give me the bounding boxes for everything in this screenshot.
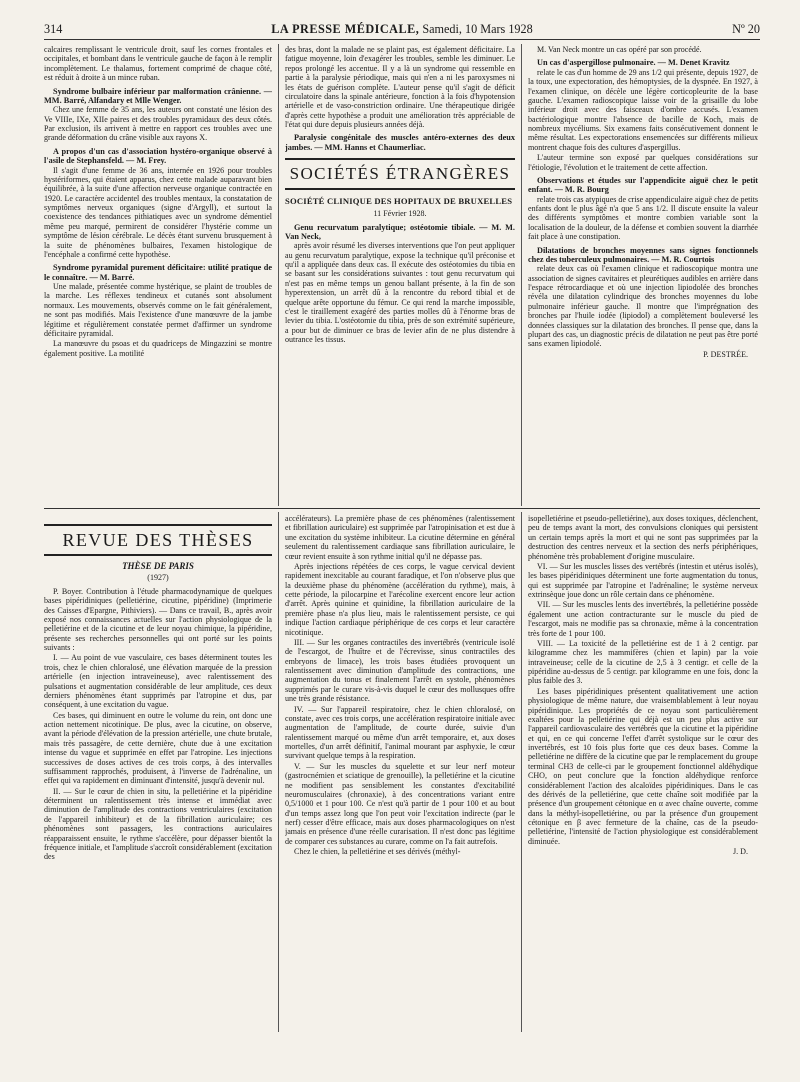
column-3-top: [528, 45, 758, 505]
paragraph: Les bases pipéridiniques présentent qualitativement une action physiologique de même nature, due vraisemblablement à leur noyau pipéridinique. Les propriétés de ce noyau sont particulièrement exaltées pour la pelletiérine qui déjà est un peu plus active sur l'appareil cardiovasculaire des vertébrés que la cicutine et la pipéridine et qui, en ce qui concerne l'effet d'arrêt systolique sur le cœur des invertébrés, est 10 fois plus forte que ces deux bases. Comme la pelletiérine ne diffère de la cicutine que par le remplacement du groupe terminal CH3 de celle-ci par le groupement fonctionnel aldéhydique CHO, on peut conclure que la fonction aldéhydique renforce considérablement l'action des alcaloïdes pipéridiniques. Dans le cas des dérivés de la pelletiérine, que cette chaîne soit modifiée par la présence d'un groupement cétonique en α avec chaîne ouverte, comme dans la méthyl-isopelletiérine, ou par la présence d'un groupement cétonique en β avec fermeture de la chaîne, cas de la pseudo-pelletiérine, l'intensité de l'action physiologique est considérablement diminuée.: [528, 686, 758, 846]
section-heading: Dilatations de bronches moyennes sans signes fonctionnels chez des tuberculeux pulmonaires. — M. R. Courtois: [528, 245, 758, 264]
paragraph: III. — Sur les organes contractiles des invertébrés (ventricule isolé de l'escargot, de l'huître et de l'écrevisse, sinus contractiles des embryons de limace), les trois bases étudiées provoquent un ralentissement avec diminution d'amplitude des contractions, une augmentation du tonus et finalement l'arrêt en systole, phénomènes supprimés par le curare vis-à-vis duquel le cœur des mollusques offre une très grande résistance.: [285, 637, 515, 704]
paragraph: relate deux cas où l'examen clinique et radioscopique montra une association de signes cavitaires et pleurétiques audibles en arrière dans l'espace rétrocardiaque et où une injection lipiodolée des bronches révéla une dilatation cylindrique des bronches moyennes du lobe pulmonaire inférieur gauche. Il montre que l'imprégnation des bronches par l'huile iodée (lipiodol) a complètement bouleversé les données classiques sur la dilatation des bronches. Il pense que, dans la plupart des cas, un diagnostic précis de dilatation ne peut pas être porté sans examen lipiodolé.: [528, 264, 758, 349]
paragraph: Il s'agit d'une femme de 36 ans, internée en 1926 pour troubles hystériformes, qui étaient apparus, chez cette malade auparavant bien équilibrée, à la suite d'une affection nerveuse organique contractée en 1920. Le caractère accidentel des troubles mentaux, la constatation de symptômes nerveux organiques (signe d'Argyll), et surtout la coexistence des tendances pithiatiques avec un syndrome démentiel même peu marqué, permirent de considérer l'hystérie comme un symptôme de lésion cérébrale. Le décès étant survenu brusquement à la suite de phénomènes bulbaires, l'examen histologique de l'encéphale a confirmé cette hypothèse.: [44, 165, 272, 259]
column-1-bottom: [44, 514, 272, 1032]
section-heading: A propos d'un cas d'association hystéro-organique observé à l'asile de Stephansfeld. — M. Frey.: [44, 146, 272, 166]
column-3-bottom: [528, 514, 758, 1032]
author-signature: P. DESTRÉE.: [703, 349, 748, 359]
section-heading: Syndrome bulbaire inférieur par malformation crânienne. — MM. Barré, Alfandary et Mlle Wenger.: [44, 86, 272, 105]
column-divider: [521, 44, 522, 506]
paragraph: I. — Au point de vue vasculaire, ces bases déterminent toutes les trois, chez le chien chloralosé, une élévation marquée de la pression artérielle (en injection intraveineuse), avec ralentissement des pulsations et augmentation considérable de leur amplitude, ces deux derniers phénomènes étant supprimés par l'atropine et dus, par conséquent, à une excitation du vague.: [44, 653, 272, 710]
paragraph: après avoir résumé les diverses interventions que l'on peut appliquer au genu recurvatum paralytique, expose la technique qu'il préconise et qu'il a appliquée dans deux cas. Il exécute des ostéotomies du tibia en se basant sur les considérations suivantes : tout genu recurvatum qui n'est pas en même temps un genou ballant présente, à la fin de son hyperextension, un arrêt dû à la rencontre du rebord tibial et de quelque arête opportune du fémur. Ce qui rend la marche impossible, c'est le tiraillement exagéré des parties molles dû à l'énorme bras de levier du tibia. L'ostéotomie du tibia, près de son extrémité supérieure, a pour but de diminuer ce bras de levier afin de ne plus distendre à outrance les tissus.: [285, 241, 515, 344]
subsection-year: (1927): [147, 573, 169, 583]
paragraph: V. — Sur les muscles du squelette et sur leur nerf moteur (gastrocnémien et sciatique de grenouille), la pelletiérine et la cicutine ne modifient pas sensiblement les constantes d'excitabilité neuromusculaires (chronaxie), à des concentrations variant entre 0,5/1000 et 1 pour 100. Ce n'est qu'à partir de 1 pour 100 et au bout d'un temps assez long que l'on peut voir l'excitation indirecte (par le nerf) cesser d'être efficace, mais aux doses pharmacologiques on n'est jamais en présence d'une réelle curarisation. Il n'est donc pas légitime de comparer ces substances au curare, comme on l'a fait autrefois.: [285, 761, 515, 846]
paragraph: VIII. — La toxicité de la pelletiérine est de 1 à 2 centigr. par kilogramme chez les mammifères (chien et lapin) par la voie intraveineuse; celle de la cicutine de 2,5 à 3 centigr. et celle de la pipéridine au-dessus de 5 centigr. par kilogramme en une fois, donc la plus faible des 3.: [528, 638, 758, 686]
journal-name: LA PRESSE MÉDICALE,: [271, 22, 420, 36]
paragraph: relate trois cas atypiques de crise appendiculaire aiguë chez de petits enfants dont le plus âgé n'a que 5 ans 1/2. Il discute ensuite la valeur des différents symptômes et montre combien variable sont la localisation de la douleur, de la défense et combien souvent la diarrhée fait place à une constipation.: [528, 194, 758, 242]
section-heading: Observations et études sur l'appendicite aiguë chez le petit enfant. — M. R. Bourg: [528, 175, 758, 195]
column-1-top: [44, 45, 272, 505]
author-signature: J. D.: [733, 847, 748, 857]
header-rule: [44, 39, 760, 40]
page-number: 314: [44, 22, 63, 36]
paragraph: Ces bases, qui diminuent en outre le volume du rein, ont donc une action nettement nicotinique. De plus, avec la cicutine, on observe, avant la période d'élévation de la pression artérielle, une chute brutale, mais très passagère, de cette dernière, chute due à une excitation intense du vague et supprimée en effet par l'atropine. Les injections successives de doses actives de ces trois corps, à des intervalles suffisamment rapprochés, produisent, à l'inverse de l'adrénaline, un effet qui va rapidement en diminuant d'intensité, jusqu'à devenir nul.: [44, 710, 272, 786]
section-rule: [44, 508, 760, 509]
paragraph: Une malade, présentée comme hystérique, se plaint de troubles de la marche. Les réflexes tendineux et cutanés sont absolument normaux. Les mouvements, observés comme on le fait généralement, ne sont pas modifiés. Mais l'existence d'une manœuvre de la jambe légitime et régulièrement constatée permet d'affirmer un syndrome déficitaire pyramidal.: [44, 282, 272, 338]
paragraph: VI. — Sur les muscles lisses des vertébrés (intestin et utérus isolés), les bases pipéridiniques déterminent une forte augmentation du tonus, qui est supprimée par l'atropine et l'adrénaline; le système nerveux extrinsèque joue donc un rôle certain dans ce phénomène.: [528, 561, 758, 599]
paragraph: Chez une femme de 35 ans, les auteurs ont constaté une lésion des Ve VIIIe, IXe, XIIe paires et des troubles pyramidaux des deux côtés. Par exclusion, ils arrivent à mettre en rapport ces troubles avec une grande déformation du crâne visible aux rayons X.: [44, 105, 272, 143]
paragraph: P. Boyer. Contribution à l'étude pharmacodynamique de quelques bases pipéridiniques (pelletiérine, cicutine, pipéridine) (Imprimerie des Caisses d'Epargne, Pithiviers). — Dans ce travail, B., après avoir exposé nos connaissances actuelles sur l'action physiologique de la pelletiérine et de la cicutine et de leur noyau chimique, la pipéridine, présente ses recherches personnelles qui ont porté sur les points suivants :: [44, 586, 272, 652]
section-heading: Genu recurvatum paralytique; ostéotomie tibiale. — M. M. Van Neck,: [285, 222, 515, 241]
column-divider: [278, 44, 279, 506]
meeting-date: 11 Février 1928.: [373, 209, 427, 219]
paragraph: isopelletiérine et pseudo-pelletiérine), aux doses toxiques, déclenchent, peu de temps avant la mort, des convulsions cloniques qui persistent un certain temps après la mort et qui ne sont pas supprimées par la destruction des centres nerveux et la section des nerfs périphériques, phénomène très probablement d'origine musculaire.: [528, 514, 758, 561]
paragraph: calcaires remplissant le ventricule droit, sauf les cornes frontales et occipitales, et bombant dans le ventricule gauche de façon à le remplir incomplètement. Le thalamus, fortement comprimé de chaque côté, est réduit à droite à un mince ruban.: [44, 45, 272, 83]
subsection-title: THÈSE DE PARIS: [122, 561, 194, 571]
paragraph: L'auteur termine son exposé par quelques considérations sur l'étiologie, l'évolution et le traitement de cette affection.: [528, 153, 758, 172]
section-banner: REVUE DES THÈSES: [44, 524, 272, 556]
paragraph: M. Van Neck montre un cas opéré par son procédé.: [537, 45, 702, 54]
section-heading: Un cas d'aspergillose pulmonaire. — M. Denet Kravitz: [537, 58, 730, 68]
section-heading: Syndrome pyramidal purement déficitaire: utilité pratique de le connaître. — M. Barré.: [44, 263, 272, 282]
issue-number: Nº 20: [732, 22, 760, 36]
column-2-bottom: [285, 514, 515, 1032]
column-divider: [521, 512, 522, 1032]
paragraph: VII. — Sur les muscles lents des invertébrés, la pelletiérine possède également une action contracturante sur le muscle du pied de l'escargot, mais ne modifie pas sa chronaxie, même à la concentration très forte de 1 pour 100.: [528, 600, 758, 638]
journal-title-line: [44, 22, 760, 37]
paragraph: II. — Sur le cœur de chien in situ, la pelletiérine et la pipéridine déterminent un ralentissement très intense et immédiat avec diminution de l'amplitude des contractions ventriculaires (excitation de l'appareil inhibiteur) et de la fibrillation auriculaire; ces phénomènes sont passagers, les contractions auriculaires réapparaissent ensuite, le rythme s'accélère, pour dépasser bientôt la fréquence initiale, et l'amplitude s'accroît considérablement (excitation des: [44, 786, 272, 862]
paragraph: accélérateurs). La première phase de ces phénomènes (ralentissement et fibrillation auriculaire) est supprimée par l'atropinisation et est due à une excitation du système inhibiteur. La cicutine détermine en général seulement du ralentissement cardiaque sans fibrillation auriculaire, le cœur revient ensuite à son rythme initial qu'il ne dépasse pas.: [285, 514, 515, 561]
paragraph: des bras, dont la malade ne se plaint pas, est également déficitaire. La fatigue moyenne, loin d'exagérer les troubles, semble les diminuer. Le repos prolongé les accentue. Il y a là un syndrome qui ressemble en partie à la paralysie périodique, mais qui n'en a ni les paroxysmes ni les états de guérison complète. L'auteur pense qu'il s'agit de déficit circulatoire dans la spinale antérieure, fonction à la fois d'hypotension artérielle et de vaso-constriction ordinaire. Une thérapeutique dirigée d'après cette hypothèse a produit une amélioration très appréciable de l'état qui dure depuis plusieurs années déjà.: [285, 45, 515, 129]
column-divider: [278, 512, 279, 1032]
section-heading: Paralysie congénitale des muscles antéro-externes des deux jambes. — MM. Hanns et Chaumerliac.: [285, 133, 515, 152]
paragraph: La manœuvre du psoas et du quadriceps de Mingazzini se montre également positive. La motilité: [44, 339, 272, 358]
paragraph: relate le cas d'un homme de 29 ans 1/2 qui présente, depuis 1927, de la toux, une expectoration, des hémoptysies, de la dyspnée. En 1927, à l'examen clinique, on décèle une légère corticopleurite de la base gauche. L'examen radioscopique laisse voir de la grisaille du lobe inférieur droit avec des faisceaux d'ombre accusés. L'examen bactériologique montre l'absence de bacille de Koch, mais de nombreux mycéliums. Six examens faits consécutivement donnent le même résultat. Les expectorations ensemencées sur différents milieux montrent chaque fois des cultures d'aspergillus.: [528, 67, 758, 152]
page-header: [44, 22, 760, 36]
society-title: SOCIÉTÉ CLINIQUE DES HOPITAUX DE BRUXELLES: [285, 196, 513, 207]
paragraph: IV. — Sur l'appareil respiratoire, chez le chien chloralosé, on constate, avec ces trois corps, une accélération respiratoire initiale avec augmentation de l'amplitude, de courte durée, suivie d'un ralentissement marqué ou même d'un arrêt temporaire, et, aux doses mortelles, d'un arrêt définitif, l'animal mourant par asphyxie, le cœur survivant quelque temps à la respiration.: [285, 704, 515, 761]
section-banner: SOCIÉTÉS ÉTRANGÈRES: [285, 158, 515, 190]
column-2-top: [285, 45, 515, 505]
paragraph: Après injections répétées de ces corps, le vague cervical devient rapidement inexcitable au courant faradique, et l'on n'observe plus que la deuxième phase du phénomène (accélération du rythme), mais, à cette période, la pilocarpine et l'arécoline exercent encore leur action d'arrêt. Après quinine et quinidine, la fibrillation auriculaire de la première phase n'a plus lieu, mais le ralentissement persiste, ce qui indique l'action cardiaque périphérique de ces corps et leur caractère nicotinique.: [285, 561, 515, 637]
paragraph: Chez le chien, la pelletiérine et ses dérivés (méthyl-: [294, 847, 461, 857]
issue-date: Samedi, 10 Mars 1928: [422, 22, 533, 36]
